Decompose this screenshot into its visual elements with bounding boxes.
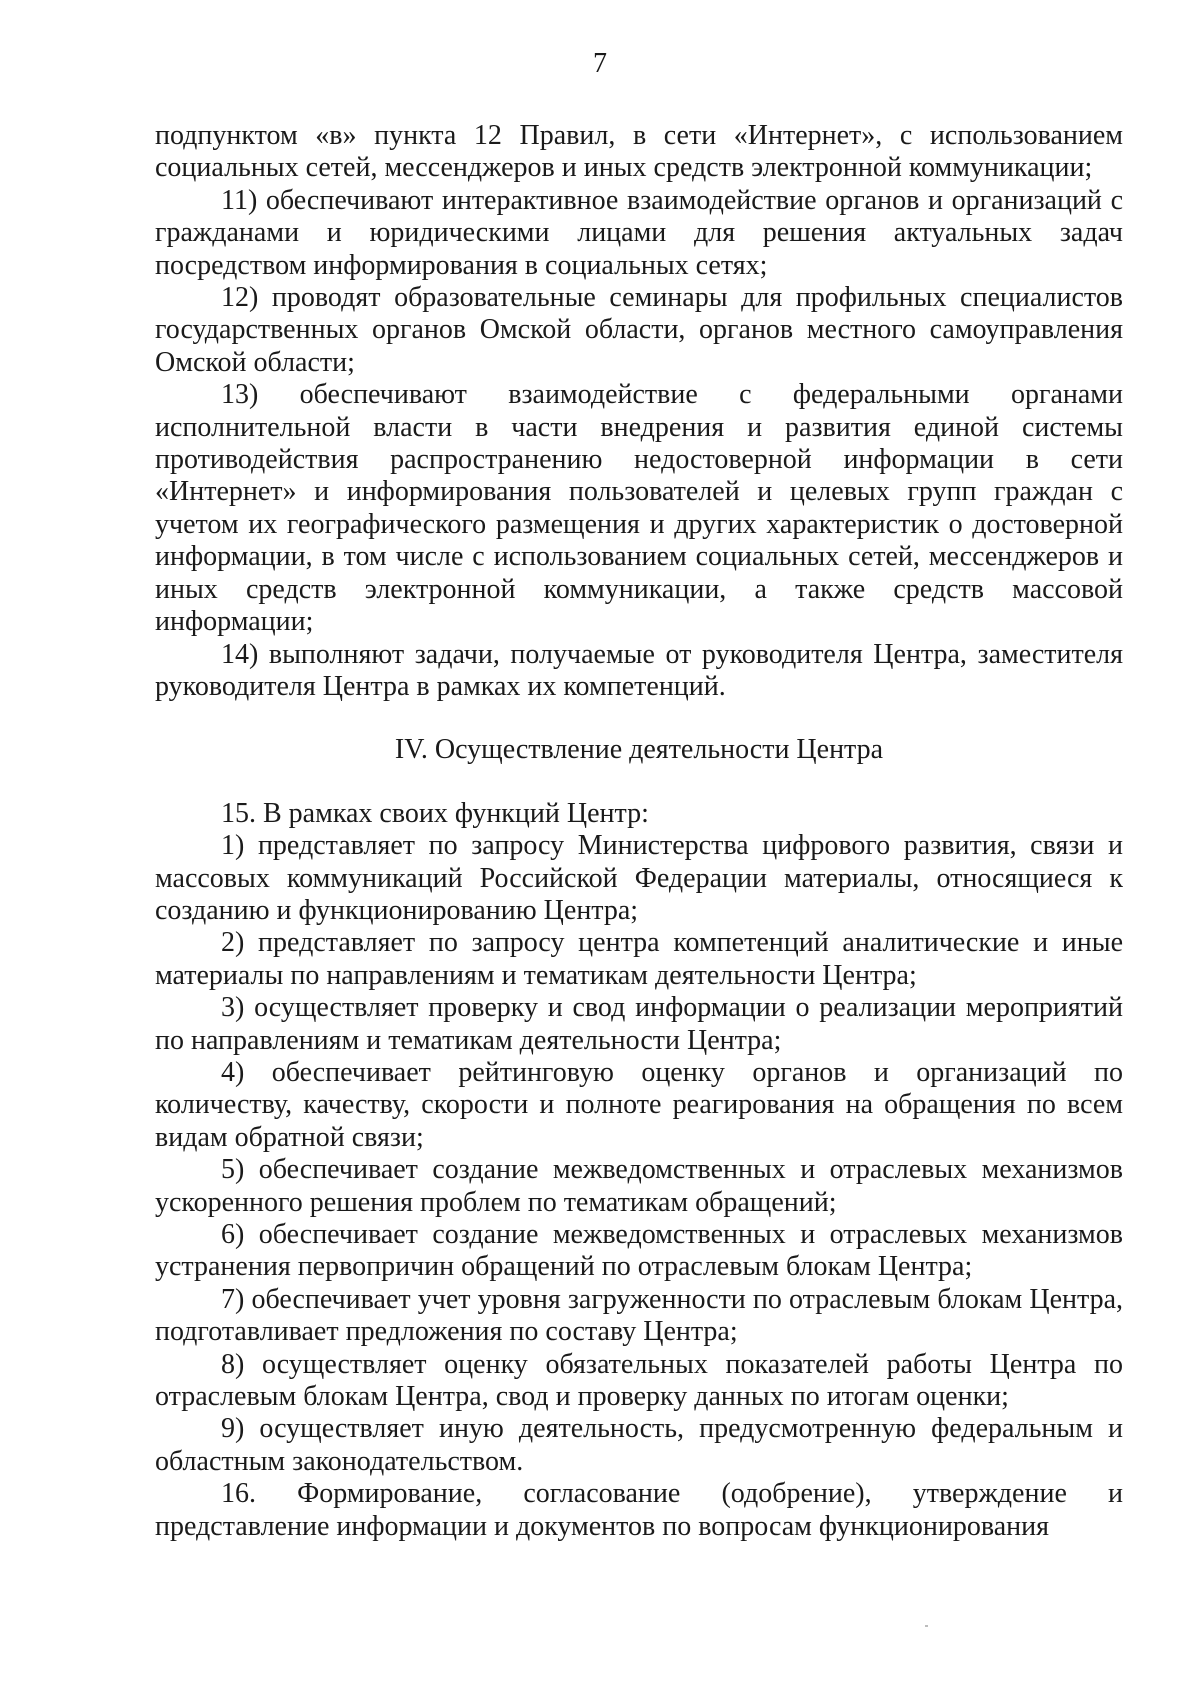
- paragraph-clause-16: 16. Формирование, согласование (одобрение), утверждение и представление информации и документов по вопросам функционирования: [155, 1478, 1123, 1542]
- paragraph-continuation: подпунктом «в» пункта 12 Правил, в сети «Интернет», с использованием социальных сетей, мессенджеров и иных средств электронной коммуникации;: [155, 120, 1123, 184]
- paragraph-subitem-3: 3) осуществляет проверку и свод информации о реализации мероприятий по направлениям и тематикам деятельности Центра;: [155, 992, 1123, 1056]
- paragraph-subitem-1: 1) представляет по запросу Министерства цифрового развития, связи и массовых коммуникаций Российской Федерации материалы, относящиеся к созданию и функционированию Центра;: [155, 830, 1123, 926]
- paragraph-subitem-8: 8) осуществляет оценку обязательных показателей работы Центра по отраслевым блокам Центра, свод и проверку данных по итогам оценки;: [155, 1348, 1123, 1413]
- section-heading: IV. Осуществление деятельности Центра: [394, 734, 884, 766]
- paragraph-item-11: 11) обеспечивают интерактивное взаимодействие органов и организаций с гражданами и юридическими лицами для решения актуальных задач посредством информирования в социальных сетях;: [155, 184, 1123, 281]
- scan-artifact: [925, 1625, 928, 1627]
- paragraph-subitem-4: 4) обеспечивает рейтинговую оценку органов и организаций по количеству, качеству, скорости и полноте реагирования на обращения по всем видам обратной связи;: [155, 1056, 1123, 1153]
- paragraph-item-14: 14) выполняют задачи, получаемые от руководителя Центра, заместителя руководителя Центра в рамках их компетенций.: [155, 638, 1123, 702]
- paragraph-subitem-7: 7) обеспечивает учет уровня загруженности по отраслевым блокам Центра, подготавливает предложения по составу Центра;: [155, 1283, 1123, 1348]
- document-body: [155, 120, 1123, 1543]
- paragraph-subitem-5: 5) обеспечивает создание межведомственных и отраслевых механизмов ускоренного решения проблем по тематикам обращений;: [155, 1154, 1123, 1218]
- paragraph-clause-15: 15. В рамках своих функций Центр:: [221, 797, 649, 829]
- paragraph-item-12: 12) проводят образовательные семинары для профильных специалистов государственных органов Омской области, органов местного самоуправления Омской области;: [155, 282, 1123, 378]
- paragraph-subitem-2: 2) представляет по запросу центра компетенций аналитические и иные материалы по направлениям и тематикам деятельности Центра;: [155, 927, 1123, 991]
- paragraph-subitem-9: 9) осуществляет иную деятельность, предусмотренную федеральным и областным законодательством.: [155, 1413, 1123, 1477]
- paragraph-item-13: 13) обеспечивают взаимодействие с федеральными органами исполнительной власти в части внедрения и развития единой системы противодействия распространению недостоверной информации в сети «Интернет» и информирования пользователей и целевых групп граждан с учетом их географического размещения и других характеристик о достоверной информации, в том числе с использованием социальных сетей, мессенджеров и иных средств электронной коммуникации, а также средств массовой информации;: [155, 379, 1123, 638]
- paragraph-subitem-6: 6) обеспечивает создание межведомственных и отраслевых механизмов устранения первопричин обращений по отраслевым блокам Центра;: [155, 1219, 1123, 1283]
- page-number: 7: [593, 48, 607, 79]
